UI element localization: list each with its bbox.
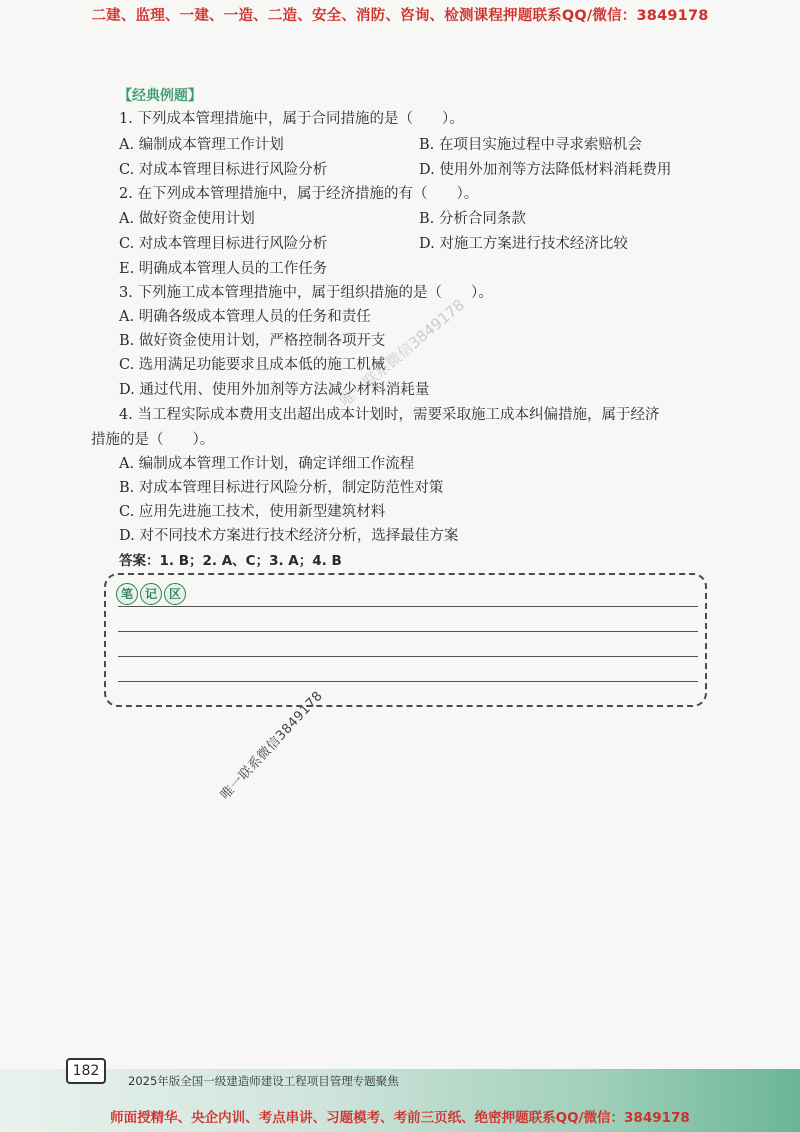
question-4-stem-line-1: 4. 当工程实际成本费用支出超出成本计划时，需要采取施工成本纠偏措施，属于经济 xyxy=(119,407,660,423)
notes-rule-line xyxy=(118,631,698,632)
question-4-option-d: D. 对不同技术方案进行技术经济分析，选择最佳方案 xyxy=(119,528,459,544)
question-2-option-b: B. 分析合同条款 xyxy=(419,211,526,227)
question-1-option-a: A. 编制成本管理工作计划 xyxy=(119,137,284,153)
notes-rule-line xyxy=(118,656,698,657)
question-3-option-b: B. 做好资金使用计划，严格控制各项开支 xyxy=(119,333,386,349)
notes-badge xyxy=(116,583,186,605)
question-1-option-d: D. 使用外加剂等方法降低材料消耗费用 xyxy=(419,162,672,178)
notes-badge-char-1: 笔 xyxy=(116,583,138,605)
question-1-option-b: B. 在项目实施过程中寻求索赔机会 xyxy=(419,137,642,153)
question-3-option-c: C. 选用满足功能要求且成本低的施工机械 xyxy=(119,357,386,373)
question-4-option-b: B. 对成本管理目标进行风险分析，制定防范性对策 xyxy=(119,480,444,496)
section-title: 【经典例题】 xyxy=(118,88,202,104)
question-3-option-d: D. 通过代用、使用外加剂等方法减少材料消耗量 xyxy=(119,382,430,398)
page-number: 182 xyxy=(66,1058,106,1084)
question-4-stem-line-2: 措施的是（ ）。 xyxy=(91,432,215,448)
faint-watermark: 唯一联系微信3849178 xyxy=(336,295,468,411)
footer-book-title: 2025年版全国一级建造师建设工程项目管理专题聚焦 xyxy=(128,1074,399,1088)
notes-area xyxy=(104,573,707,707)
question-3-stem: 3. 下列施工成本管理措施中，属于组织措施的是（ ）。 xyxy=(119,285,493,301)
diagonal-watermark: 唯一联系微信3849178 xyxy=(217,688,327,803)
bottom-contact-banner: 师面授精华、央企内训、考点串讲、习题模考、考前三页纸、绝密押题联系QQ/微信：3849178 xyxy=(110,1110,690,1126)
notes-badge-char-3: 区 xyxy=(164,583,186,605)
question-4-option-c: C. 应用先进施工技术，使用新型建筑材料 xyxy=(119,504,386,520)
question-2-option-a: A. 做好资金使用计划 xyxy=(119,211,255,227)
question-1-option-c: C. 对成本管理目标进行风险分析 xyxy=(119,162,328,178)
answer-key: 答案：1. B；2. A、C；3. A；4. B xyxy=(119,553,342,569)
question-2-option-e: E. 明确成本管理人员的工作任务 xyxy=(119,261,328,277)
question-4-option-a: A. 编制成本管理工作计划，确定详细工作流程 xyxy=(119,456,415,472)
question-3-option-a: A. 明确各级成本管理人员的任务和责任 xyxy=(119,309,371,325)
notes-rule-line xyxy=(118,681,698,682)
question-2-stem: 2. 在下列成本管理措施中，属于经济措施的有（ ）。 xyxy=(119,186,479,202)
top-contact-banner: 二建、监理、一建、一造、二造、安全、消防、咨询、检测课程押题联系QQ/微信：3849178 xyxy=(91,8,709,24)
question-1-stem: 1. 下列成本管理措施中，属于合同措施的是（ ）。 xyxy=(119,111,464,127)
question-2-option-c: C. 对成本管理目标进行风险分析 xyxy=(119,236,328,252)
notes-badge-char-2: 记 xyxy=(140,583,162,605)
notes-rule-line xyxy=(118,606,698,607)
question-2-option-d: D. 对施工方案进行技术经济比较 xyxy=(419,236,628,252)
